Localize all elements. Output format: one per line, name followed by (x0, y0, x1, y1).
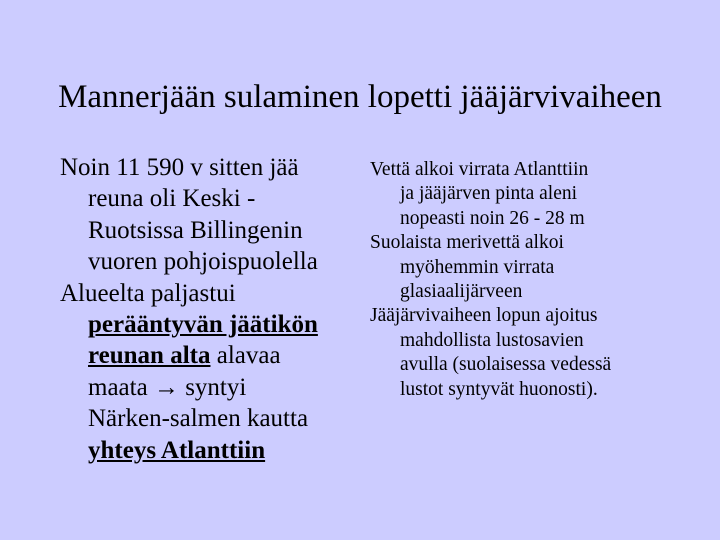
emphasis-retreating-glacier: perääntyvän jäätikön (88, 311, 318, 339)
left-line-8-end: syntyi (178, 373, 247, 401)
left-line-2: reuna oli Keski - (88, 185, 256, 213)
right-line-10: lustot syntyvät huonosti). (400, 378, 598, 400)
right-line-5: myöhemmin virrata (400, 256, 555, 278)
left-line-7 (60, 340, 360, 371)
right-line-4: Suolaista merivettä alkoi (370, 232, 564, 254)
right-line-6: glasiaalijärveen (400, 281, 523, 303)
slide-title: Mannerjään sulaminen lopetti jääjärvivaiheen (58, 79, 662, 115)
left-line-4: vuoren pohjoispuolella (88, 248, 318, 276)
right-line-7: Jääjärvivaiheen lopun ajoitus (370, 305, 598, 327)
right-text-column (370, 158, 670, 402)
right-line-2: ja jääjärven pinta aleni (400, 183, 578, 205)
arrow-right-icon: → (153, 373, 179, 401)
right-line-1: Vettä alkoi virrata Atlanttiin (370, 159, 589, 180)
left-line-1: Noin 11 590 v sitten jää (60, 154, 299, 181)
right-line-8: mahdollista lustosavien (400, 329, 584, 351)
right-line-3: nopeasti noin 26 - 28 m (400, 207, 585, 229)
left-text-column (60, 152, 360, 466)
left-line-9: Närken-salmen kautta (88, 405, 309, 433)
left-line-8 (60, 372, 360, 403)
left-line-3: Ruotsissa Billingenin (88, 216, 303, 244)
left-line-6 (60, 309, 360, 340)
right-line-9: avulla (suolaisessa vedessä (400, 354, 612, 376)
emphasis-edge-below: reunan alta (88, 342, 211, 370)
left-line-5: Alueelta paljastui (60, 279, 236, 307)
emphasis-connection-atlantic: yhteys Atlanttiin (88, 436, 266, 464)
left-line-8-start: maata (88, 373, 154, 401)
left-line-10 (60, 435, 360, 466)
left-line-7-rest: alavaa (210, 342, 281, 370)
